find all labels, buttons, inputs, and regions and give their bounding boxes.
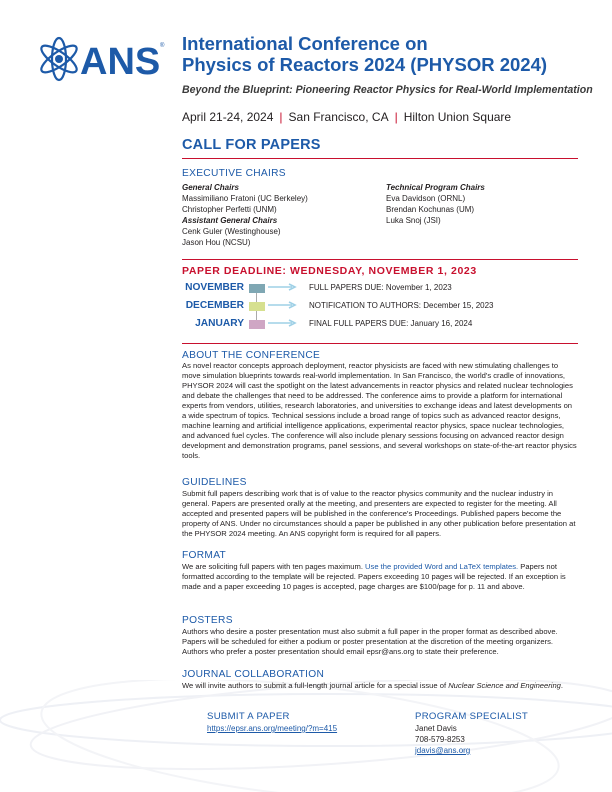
event-venue: Hilton Union Square — [403, 110, 512, 124]
timeline-marker — [249, 320, 265, 329]
timeline-marker — [249, 302, 265, 311]
contact-phone: 708-579-8253 — [415, 735, 465, 744]
arrow-right-icon — [268, 283, 298, 293]
templates-link[interactable]: Use the provided Word and LaTeX templates. — [365, 562, 519, 571]
guidelines-title: GUIDELINES — [182, 477, 247, 488]
divider — [182, 343, 578, 344]
journal-text: We will invite authors to submit a full-length journal article for a special issue of — [182, 681, 449, 690]
assistant-chairs-heading: Assistant General Chairs — [182, 216, 278, 225]
submit-paper-title: SUBMIT A PAPER — [207, 711, 290, 722]
chair-name: Luka Snoj (JSI) — [386, 216, 441, 225]
timeline-marker — [249, 284, 265, 293]
contact-block — [415, 723, 470, 756]
journal-title: JOURNAL COLLABORATION — [182, 669, 325, 680]
posters-body: Authors who desire a poster presentation must also submit a full paper in the proper format as described above. Papers will be scheduled for either a podium or poster presentation at the discretion of the meeting organizers. Authors who prefer a poster presentation should email epsr@ans.org to state their preference. — [182, 627, 558, 656]
divider — [182, 259, 578, 260]
about-title: ABOUT THE CONFERENCE — [182, 350, 321, 361]
conference-title — [182, 33, 592, 75]
technical-chairs-heading: Technical Program Chairs — [386, 183, 485, 192]
timeline-text: FULL PAPERS DUE: November 1, 2023 — [309, 283, 452, 292]
chair-name: Eva Davidson (ORNL) — [386, 194, 466, 203]
logo-text: ANS — [80, 41, 161, 82]
format-text: Papers not formatted according to the template will be rejected. Papers exceeding 10 pages will be rejected. If an exception is made and a paper exceeding 10 pages is accepted, page charges are $100/page for p. 11 and above. — [182, 562, 566, 591]
ans-logo — [36, 36, 168, 82]
general-chairs-heading: General Chairs — [182, 183, 239, 192]
contact-email-link[interactable]: jdavis@ans.org — [415, 746, 471, 755]
arrow-right-icon — [268, 319, 298, 329]
event-details — [182, 110, 511, 124]
format-title: FORMAT — [182, 550, 227, 561]
journal-body — [182, 681, 578, 691]
paper-deadline: PAPER DEADLINE: WEDNESDAY, NOVEMBER 1, 2023 — [182, 265, 477, 277]
contact-name: Janet Davis — [415, 724, 457, 733]
guidelines-body: Submit full papers describing work that is of value to the reactor physics community and the nuclear industry in general. Papers are presented orally at the meeting, and presenters are expected to register for the meeting. All accepted and presented papers will be published in the conference's Proceedings. Published papers become the property of ANS. Under no circumstances should a paper be published in any other publication before presentation at the PHYSOR 2024 meeting. An ANS copyright form is required for all papers. — [182, 489, 576, 538]
program-specialist-title: PROGRAM SPECIALIST — [415, 711, 529, 722]
call-for-papers-heading: CALL FOR PAPERS — [182, 137, 321, 153]
format-body — [182, 562, 578, 592]
journal-text: . — [560, 681, 564, 690]
executive-chairs-title: EXECUTIVE CHAIRS — [182, 168, 286, 179]
timeline-text: FINAL FULL PAPERS DUE: January 16, 2024 — [309, 319, 473, 328]
journal-name: Nuclear Science and Engineering — [448, 681, 561, 690]
arrow-right-icon — [268, 301, 298, 311]
timeline-text: NOTIFICATION TO AUTHORS: December 15, 2023 — [309, 301, 494, 310]
chair-name: Jason Hou (NCSU) — [182, 238, 251, 247]
timeline-month: NOVEMBER — [185, 282, 244, 293]
divider — [182, 158, 578, 159]
title-line-2: Physics of Reactors 2024 (PHYSOR 2024) — [182, 54, 548, 75]
format-text: We are soliciting full papers with ten pages maximum. — [182, 562, 366, 571]
timeline-month: DECEMBER — [185, 300, 244, 311]
timeline-month: JANUARY — [195, 318, 244, 329]
svg-text:®: ® — [160, 43, 165, 49]
chairs-right-column — [386, 182, 485, 226]
separator: | — [394, 110, 398, 124]
about-body: As novel reactor concepts approach deployment, reactor physicists are faced with new stimulating challenges to move simulation blueprints towards real-world implementation. In San Francisco, the world's cradle of innovations, PHYSOR 2024 will cast the spotlight on the latest advancements in reactor physics and related nuclear technologies and debate the challenges that need to be addressed. The conference aims to provide a platform for international experts from vendors, utilities, research laboratories, and universities to exchange ideas and latest developments on a wide spectrum of topics. Technical sessions include a broad range of topics such as advanced reactor designs, machine learning and artificial intelligence applications, experimental reactor physics, space nuclear technologies, and advanced fuel cycles. The conference will also include plenary sessions focusing on advanced reactor design development and demonstration programs, panel sessions, and several workshops on state-of-the-art reactor physics tools. — [182, 361, 577, 460]
chair-name: Brendan Kochunas (UM) — [386, 205, 475, 214]
tagline: Beyond the Blueprint: Pioneering Reactor Physics for Real-World Implementation — [182, 84, 593, 96]
event-date: April 21-24, 2024 — [182, 110, 274, 124]
chair-name: Christopher Perfetti (UNM) — [182, 205, 277, 214]
separator: | — [279, 110, 283, 124]
event-location: San Francisco, CA — [288, 110, 389, 124]
submit-url-link[interactable]: https://epsr.ans.org/meeting/?m=415 — [207, 724, 338, 733]
chair-name: Massimiliano Fratoni (UC Berkeley) — [182, 194, 308, 203]
title-line-1: International Conference on — [182, 33, 428, 54]
chairs-left-column — [182, 182, 308, 248]
background-orbit-graphic — [0, 680, 612, 792]
chair-name: Cenk Guler (Westinghouse) — [182, 227, 281, 236]
posters-title: POSTERS — [182, 615, 233, 626]
